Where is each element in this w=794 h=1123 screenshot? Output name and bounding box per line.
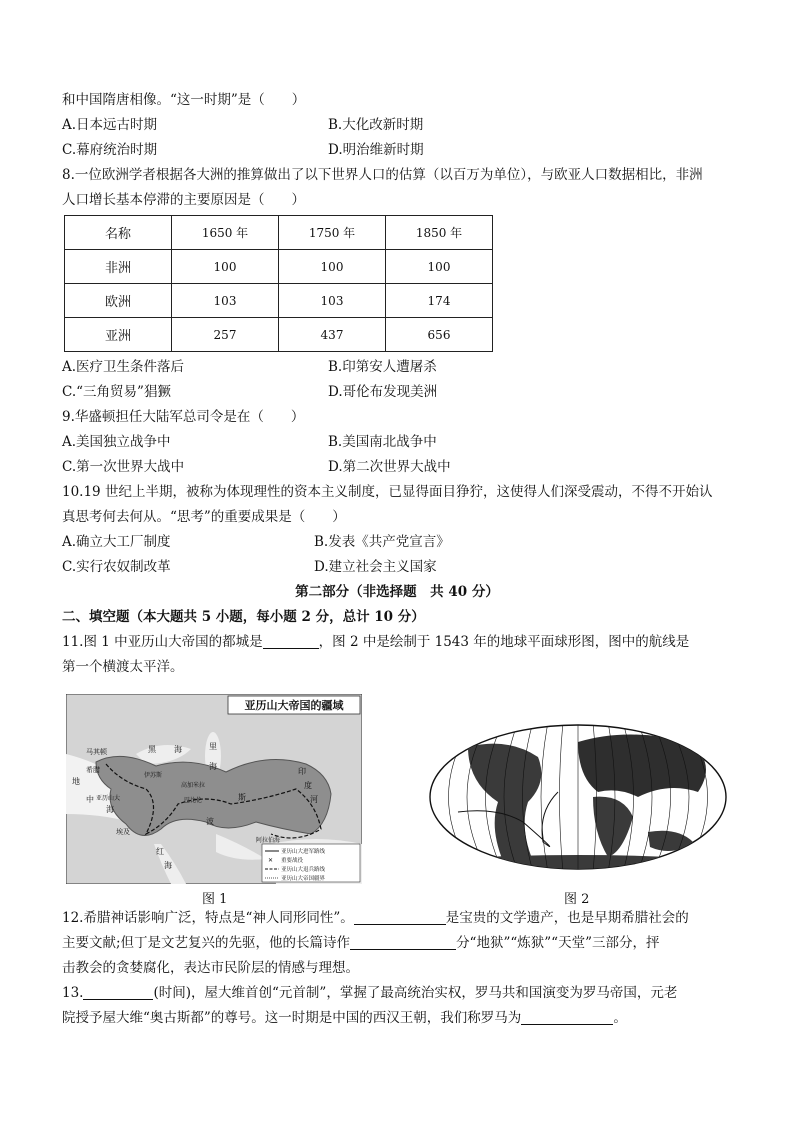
q8-option-c: C.“三角贸易”猖獗 xyxy=(62,384,171,400)
alexander-empire-map xyxy=(66,694,362,884)
figure-1-caption: 图 1 xyxy=(202,892,228,907)
q10-options-row1 xyxy=(62,530,732,555)
q9-options-row2 xyxy=(62,455,732,480)
table-cell: 103 xyxy=(172,284,279,318)
q9-option-a: A.美国独立战争中 xyxy=(62,434,171,450)
table-header-cell: 1650 年 xyxy=(172,216,279,250)
table-header-cell: 1750 年 xyxy=(279,216,386,250)
map-label: 度 xyxy=(304,781,312,790)
q9-option-d: D.第二次世界大战中 xyxy=(328,459,451,475)
table-cell: 欧洲 xyxy=(65,284,172,318)
table-cell: 100 xyxy=(172,250,279,284)
table-cell: 437 xyxy=(279,318,386,352)
figures-row xyxy=(62,686,732,906)
q8-option-d: D.哥伦布发现美洲 xyxy=(328,384,438,400)
table-row xyxy=(65,318,493,352)
map-label: 印 xyxy=(298,767,306,776)
q12-text-3: 主要文献;但丁是文艺复兴的先驱，他的长篇诗作 xyxy=(62,935,351,951)
q10-options-row2 xyxy=(62,555,732,580)
q13-text-1: 13. xyxy=(62,985,84,1001)
answer-blank[interactable] xyxy=(521,1008,613,1025)
map-label: 波 xyxy=(206,817,214,826)
table-cell: 非洲 xyxy=(65,250,172,284)
q10-option-b: B.发表《共产党宣言》 xyxy=(314,534,450,550)
map-label: 亚历山大 xyxy=(96,795,121,802)
answer-blank[interactable] xyxy=(354,908,446,925)
table-row xyxy=(65,250,493,284)
figure-2-caption: 图 2 xyxy=(564,892,590,907)
q10-option-c: C.实行农奴制改革 xyxy=(62,559,171,575)
population-table xyxy=(64,215,493,352)
q10-stem-2: 真思考何去何从。“思考”的重要成果是（ ） xyxy=(62,509,346,525)
q12-stem-3: 击教会的贪婪腐化，表达市民阶层的情感与理想。 xyxy=(62,960,359,976)
q12-stem-2 xyxy=(62,931,732,956)
q7-options-row2 xyxy=(62,138,732,163)
map-label: 高加米拉 xyxy=(181,782,206,789)
q8-option-b: B.印第安人遭屠杀 xyxy=(328,359,437,375)
table-row xyxy=(65,284,493,318)
map-title: 亚历山大帝国的疆域 xyxy=(244,699,344,712)
battle-icon: ✕ xyxy=(268,857,274,864)
legend-entry: 亚历山大帝国疆界 xyxy=(281,876,326,882)
q9-option-c: C.第一次世界大战中 xyxy=(62,459,185,475)
q13-text-4: 。 xyxy=(613,1010,627,1026)
q13-text-2: (时间)，屋大维首创“元首制”，掌握了最高统治实权，罗马共和国演变为罗马帝国，元老 xyxy=(153,985,678,1001)
map-label: 阿拉伯海 xyxy=(256,837,281,844)
q9-option-b: B.美国南北战争中 xyxy=(328,434,437,450)
section-two-heading: 二、填空题（本大题共 5 小题，每小题 2 分，总计 10 分） xyxy=(62,609,425,625)
q8-stem-1: 8.一位欧洲学者根据各大洲的推算做出了以下世界人口的估算（以百万为单位），与欧亚人口数据相比，非洲 xyxy=(62,167,703,183)
q13-stem-1 xyxy=(62,981,732,1006)
table-header-cell: 名称 xyxy=(65,216,172,250)
map-label: 黑 xyxy=(148,745,156,754)
q7-option-a: A.日本远古时期 xyxy=(62,117,158,133)
q8-options-row2 xyxy=(62,380,732,405)
q10-stem-1: 10.19 世纪上半期，被称为体现理性的资本主义制度，已显得面目狰狞，这使得人们深受震动，不得不开始认 xyxy=(62,484,713,500)
map-label: 海 xyxy=(164,861,172,870)
q7-option-c: C.幕府统治时期 xyxy=(62,142,158,158)
map-label: 海 xyxy=(174,745,182,754)
q8-options-row1 xyxy=(62,355,732,380)
map-label: 地 xyxy=(72,777,80,786)
q13-text-3: 院授予屋大维“奥古斯都”的尊号。这一时期是中国的西汉王朝，我们称罗马为 xyxy=(62,1010,522,1026)
table-cell: 100 xyxy=(279,250,386,284)
map-label: 中 xyxy=(86,795,94,804)
q7-option-b: B.大化改新时期 xyxy=(328,117,424,133)
table-cell: 103 xyxy=(279,284,386,318)
table-cell: 亚洲 xyxy=(65,318,172,352)
map-label: 海 xyxy=(209,762,217,771)
map-label: 河 xyxy=(310,795,318,804)
q10-option-a: A.确立大工厂制度 xyxy=(62,534,171,550)
q9-stem: 9.华盛顿担任大陆军总司令是在（ ） xyxy=(62,409,305,425)
map-label: 里 xyxy=(209,742,217,751)
q7-option-d: D.明治维新时期 xyxy=(328,142,424,158)
legend-entry: 亚历山大进军路线 xyxy=(281,849,326,855)
table-header-cell: 1850 年 xyxy=(386,216,493,250)
q8-option-a: A.医疗卫生条件落后 xyxy=(62,359,185,375)
map-label: 红 xyxy=(156,847,164,856)
map-label: 埃及 xyxy=(116,828,130,836)
answer-blank[interactable] xyxy=(350,933,456,950)
table-header-row xyxy=(65,216,493,250)
q12-text-2: 是宝贵的文学遗产，也是早期希腊社会的 xyxy=(445,910,689,926)
q9-options-row1 xyxy=(62,430,732,455)
q7-options-row1 xyxy=(62,113,732,138)
table-cell: 656 xyxy=(386,318,493,352)
q11-stem-2: 第一个横渡太平洋。 xyxy=(62,659,184,675)
map-label: 巴比伦 xyxy=(184,797,203,804)
table-cell: 257 xyxy=(172,318,279,352)
map-label: 马其顿 xyxy=(86,748,107,756)
map-label: 希腊 xyxy=(86,766,100,774)
q8-stem-2: 人口增长基本停滞的主要原因是（ ） xyxy=(62,192,305,208)
part-two-heading: 第二部分（非选择题 共 40 分） xyxy=(295,584,499,600)
q7-stem-end: 和中国隋唐相像。“这一时期”是（ ） xyxy=(62,92,306,108)
legend-entry: 重要战役 xyxy=(281,858,304,864)
q12-stem-1 xyxy=(62,906,732,931)
legend-entry: 亚历山大退兵路线 xyxy=(281,867,326,873)
q10-option-d: D.建立社会主义国家 xyxy=(314,559,437,575)
q11-text-2: ，图 2 中是绘制于 1543 年的地球平面球形图，图中的航线是 xyxy=(318,634,690,650)
answer-blank[interactable] xyxy=(83,983,153,1000)
world-map-1543 xyxy=(428,722,728,872)
map-label: 伊苏斯 xyxy=(144,772,163,779)
map-label: 海 xyxy=(106,805,114,814)
q12-text-4: 分“地狱”“炼狱”“天堂”三部分，抨 xyxy=(456,935,660,951)
q12-text-1: 12.希腊神话影响广泛，特点是“神人同形同性”。 xyxy=(62,910,354,926)
q11-stem-1 xyxy=(62,630,732,655)
exam-page xyxy=(62,88,732,1031)
q11-text-1: 11.图 1 中亚历山大帝国的都城是 xyxy=(62,634,263,650)
table-cell: 174 xyxy=(386,284,493,318)
q13-stem-2 xyxy=(62,1006,732,1031)
answer-blank[interactable] xyxy=(263,632,319,649)
table-cell: 100 xyxy=(386,250,493,284)
map-label: 斯 xyxy=(238,793,246,802)
